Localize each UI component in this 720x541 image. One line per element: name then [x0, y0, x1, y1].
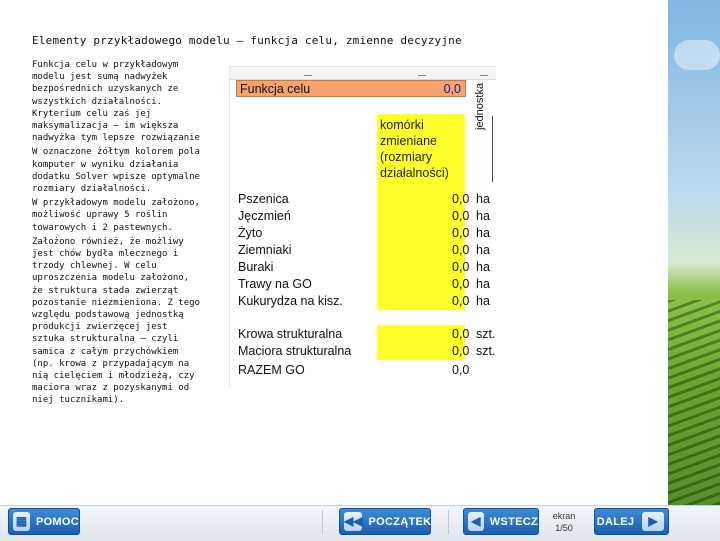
total-row	[238, 362, 493, 379]
paragraph-yellow-cells: W oznaczone żółtym kolorem pola komputer w wyniku działania dodatku Solver wpisze optymalne rozmiary działalności.	[32, 147, 200, 195]
back-button[interactable]	[463, 508, 539, 535]
help-button[interactable]	[8, 508, 80, 535]
crop-label: Buraki	[238, 260, 274, 274]
crop-label: Żyto	[238, 226, 263, 240]
start-button[interactable]	[339, 508, 431, 535]
note-line-2: zmieniane	[380, 134, 437, 148]
table-row	[238, 191, 493, 208]
back-arrow-icon: ◀	[468, 512, 484, 531]
field-background-image	[668, 0, 720, 505]
crop-rows-decoration	[668, 300, 720, 505]
crop-value: 0,0	[452, 294, 470, 308]
total-value: 0,0	[452, 363, 470, 377]
animal-label: Maciora strukturalna	[238, 344, 352, 358]
paragraph-livestock: Założono również, że możliwy jest chów bydła mlecznego i trzody chlewnej. W celu uproszczenia modelu założono, że struktura stada zwierząt pozostanie niezmieniona. Z tego względu podstawową jednostką produkcji zwierzęcej jest sztuka strukturalna – czyli samica z całym przychówkiem (np. krowa z przypadającym na nią cielęciem i młodzieżą, czy maciora wraz z pozyskanymi od niej tucznikami).	[32, 236, 200, 406]
crop-unit: ha	[476, 209, 490, 223]
animal-value: 0,0	[452, 344, 470, 358]
crop-label: Pszenica	[238, 192, 289, 206]
crop-value: 0,0	[452, 277, 470, 291]
animal-label: Krowa strukturalna	[238, 327, 343, 341]
animal-unit: szt.	[476, 327, 496, 341]
rewind-icon: ◀◀	[344, 512, 362, 531]
note-line-3: (rozmiary	[380, 150, 433, 164]
table-row	[238, 276, 493, 293]
crop-unit: ha	[476, 226, 490, 240]
objective-row	[236, 80, 466, 97]
forward-arrow-icon: ▶	[642, 512, 664, 531]
page-indicator	[548, 510, 580, 534]
page-number: 1/50	[555, 523, 573, 533]
table-row	[238, 242, 493, 259]
crop-label: Trawy na GO	[238, 277, 312, 291]
cloud-decoration	[674, 40, 720, 70]
crop-value: 0,0	[452, 226, 470, 240]
paragraph-crops: W przykładowym modelu założono, możliwość uprawy 5 roślin towarowych i 2 pastewnych.	[32, 198, 200, 233]
spreadsheet-model	[229, 66, 496, 389]
crop-value: 0,0	[452, 192, 470, 206]
help-icon: ▦	[13, 512, 30, 531]
slide-body-text	[32, 59, 204, 409]
crop-unit: ha	[476, 192, 490, 206]
crop-label: Jęczmień	[238, 209, 291, 223]
table-row	[238, 293, 493, 310]
unit-column-divider	[492, 116, 493, 182]
table-row	[238, 343, 496, 360]
crop-unit: ha	[476, 294, 490, 308]
table-row	[238, 208, 493, 225]
next-button-label: DALEJ	[596, 515, 635, 528]
table-row	[238, 225, 493, 242]
screen-label: ekran	[552, 511, 576, 521]
animal-unit: szt.	[476, 344, 496, 358]
unit-column-header: jednostka	[474, 82, 486, 130]
animal-value: 0,0	[452, 327, 470, 341]
start-button-label: POCZĄTEK	[368, 515, 432, 528]
crop-unit: ha	[476, 243, 490, 257]
next-button[interactable]	[594, 508, 669, 535]
sheet-column-header	[230, 67, 496, 80]
crop-value: 0,0	[452, 209, 470, 223]
note-line-1: komórki	[380, 118, 424, 132]
crop-value: 0,0	[452, 243, 470, 257]
crop-label: Ziemniaki	[238, 243, 292, 257]
objective-label: Funkcja celu	[240, 82, 311, 96]
crop-value: 0,0	[452, 260, 470, 274]
paragraph-objective: Funkcja celu w przykładowym modelu jest sumą nadwyżek bezpośrednich uzyskanych ze wszystkich działalności. Kryterium celu zaś jej maksymalizacja – im większa nadwyżka tym lepsze rozwiązanie	[32, 60, 200, 144]
yellow-gap	[377, 310, 465, 325]
note-line-4: działalności)	[380, 166, 449, 180]
objective-value: 0,0	[443, 82, 461, 96]
crop-unit: ha	[476, 260, 490, 274]
crop-label: Kukurydza na kisz.	[238, 294, 343, 308]
changing-cells-note	[380, 117, 449, 181]
table-row	[238, 326, 496, 343]
slide-title: Elementy przykładowego modelu – funkcja celu, zmienne decyzyjne	[32, 34, 462, 47]
back-button-label: WSTECZ	[489, 515, 538, 528]
nav-separator	[448, 510, 449, 534]
total-label: RAZEM GO	[238, 363, 305, 377]
crop-unit: ha	[476, 277, 490, 291]
help-button-label: POMOC	[35, 515, 79, 528]
nav-separator	[322, 510, 323, 534]
table-row	[238, 259, 493, 276]
